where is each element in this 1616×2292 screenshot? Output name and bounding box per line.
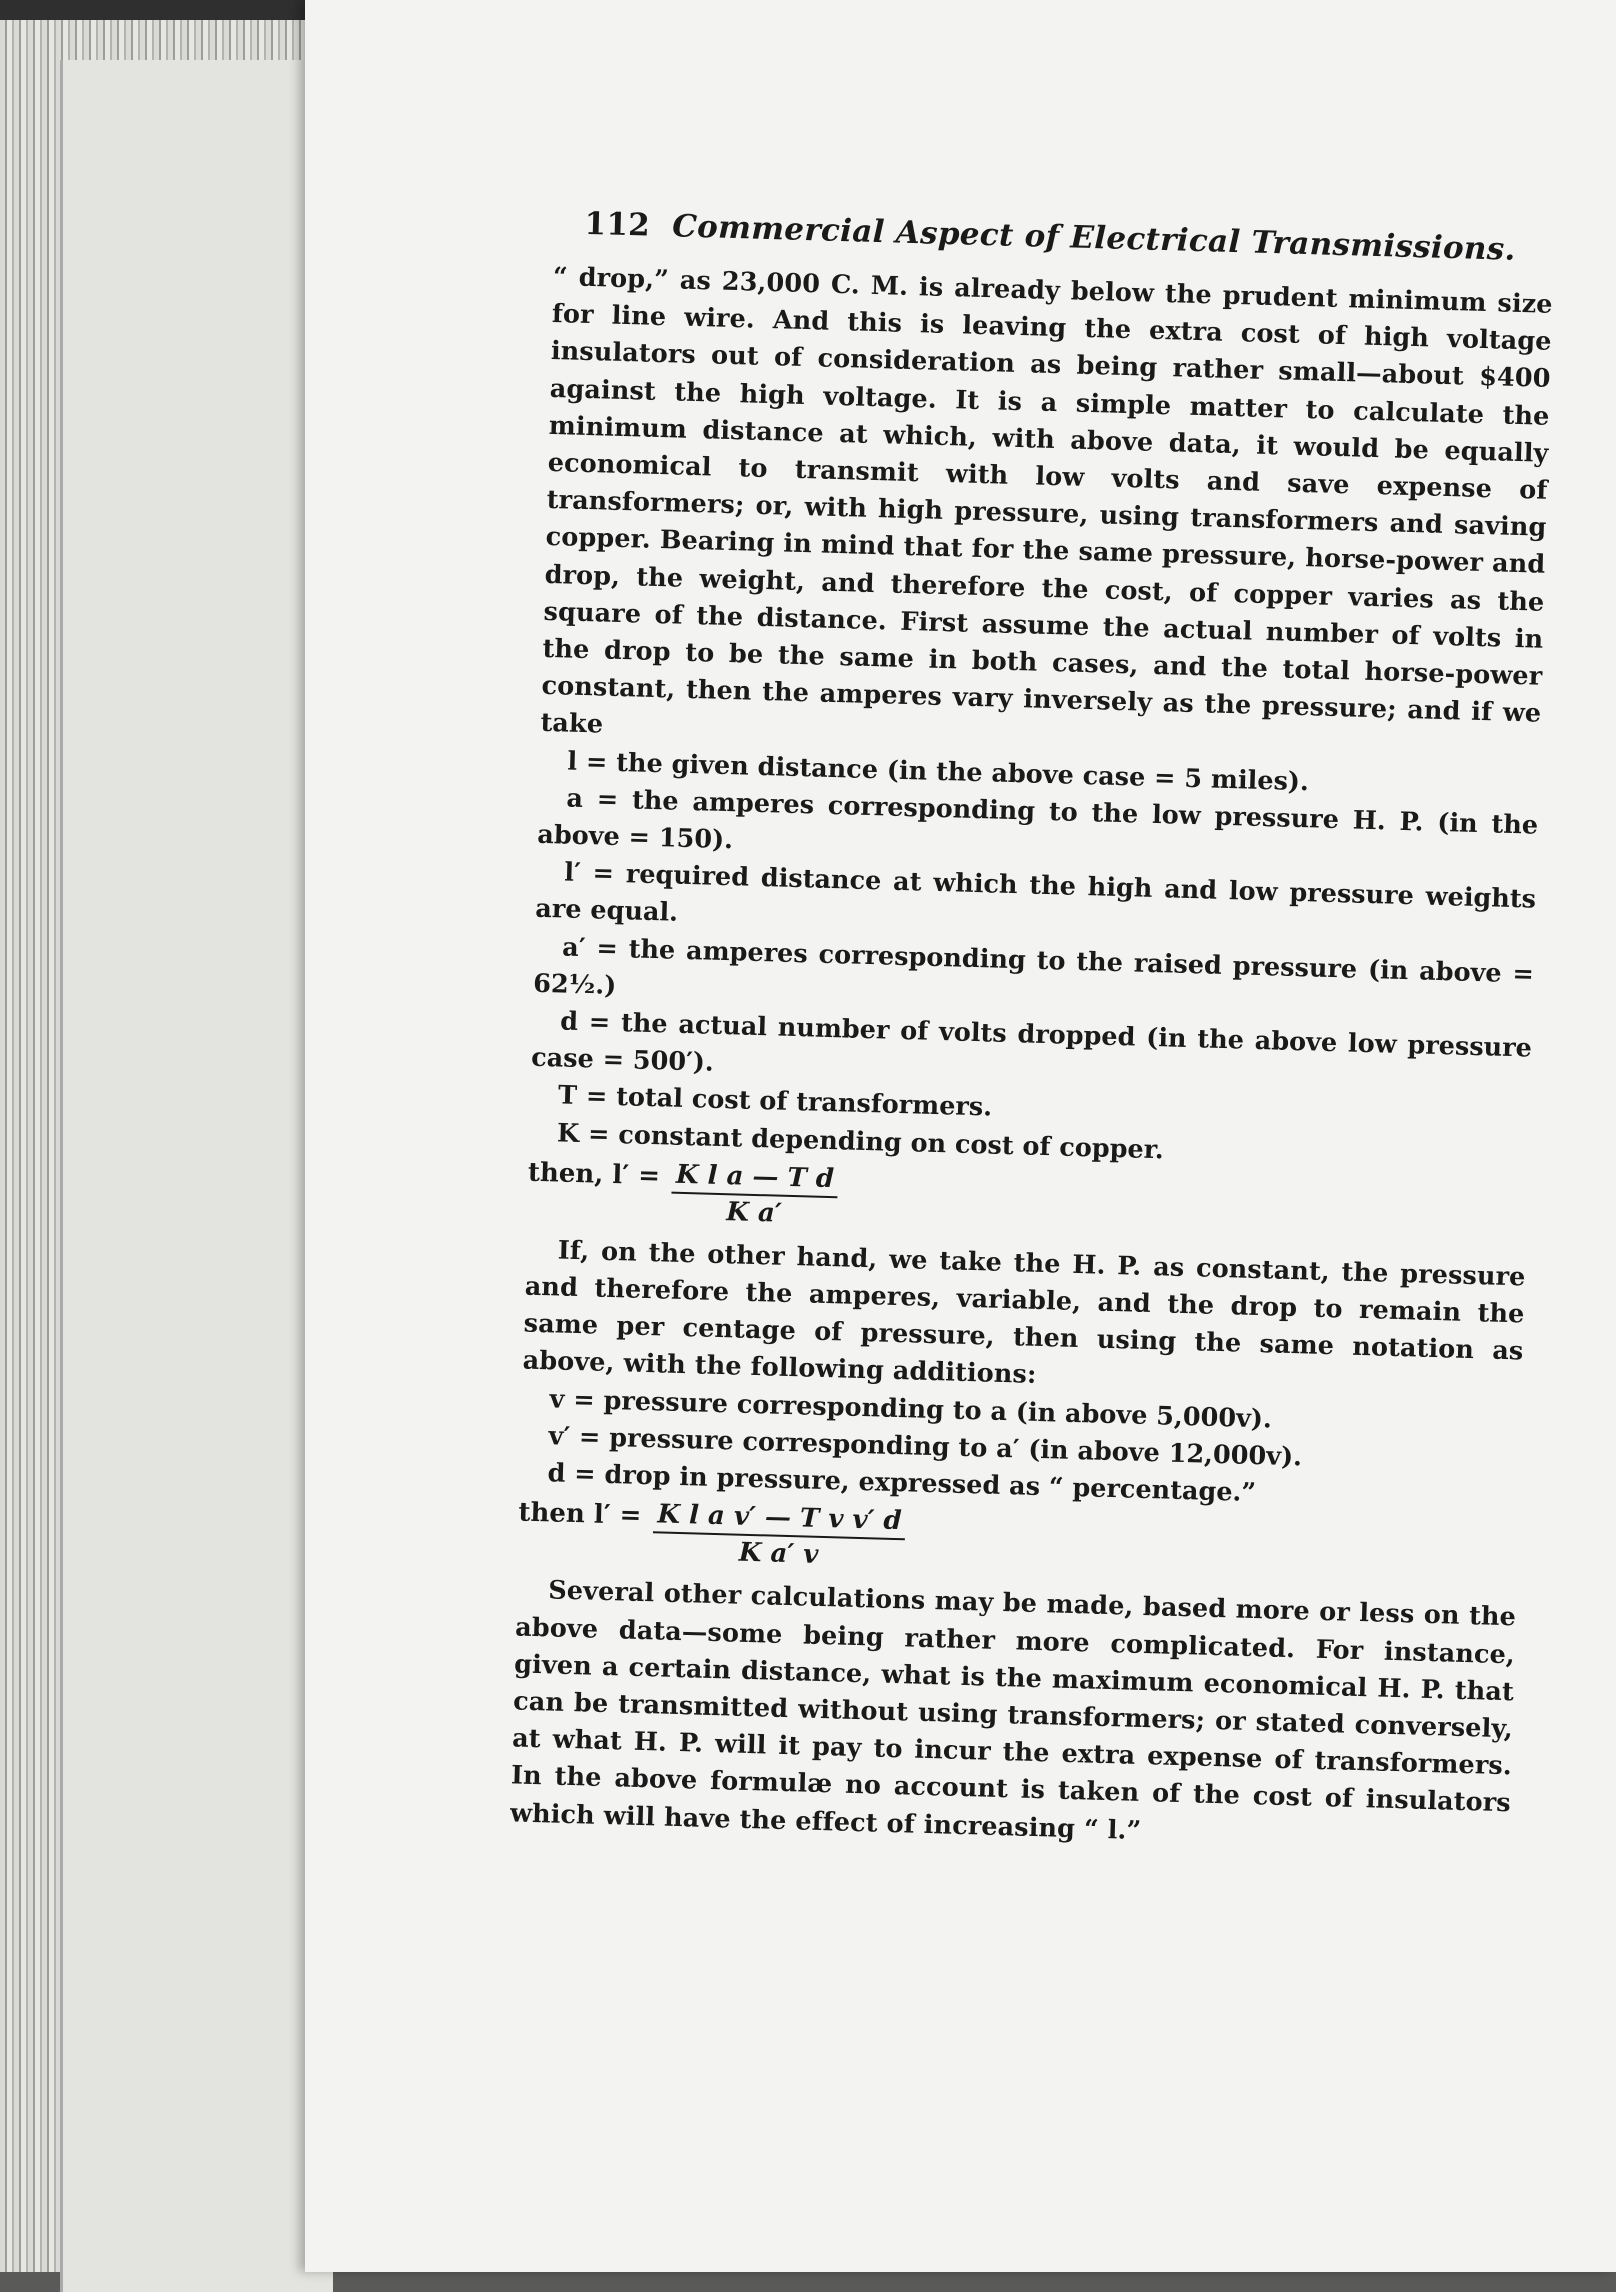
definition-item: v′ = pressure corresponding to a′ (in above 12,000v).: [548, 1421, 1303, 1473]
formula-lead: then l′ =: [518, 1497, 642, 1532]
definition-item: d = drop in pressure, expressed as “ percentage.”: [547, 1458, 1257, 1509]
running-title: Commercial Aspect of Electrical Transmissions.: [671, 208, 1517, 268]
fraction: [671, 1160, 839, 1231]
definition-item: a = the amperes corresponding to the low pressure H. P. (in the above = 150).: [536, 783, 1539, 856]
definition-item: l′ = required distance at which the high and low pressure weights are equal.: [534, 857, 1537, 929]
paragraph-2: If, on the other hand, we take the H. P. as constant, the pressure and therefore the amperes, variable, and the drop to remain the same per centage of pressure, then using the same notation as above, with the following additions:: [522, 1235, 1526, 1391]
definition-item: K = constant depending on cost of copper.: [556, 1118, 1165, 1166]
book-inner-edge: [60, 60, 333, 2292]
definition-item: T = total cost of transformers.: [557, 1080, 993, 1124]
book-page: [305, 0, 1616, 2272]
definition-item: d = the actual number of volts dropped (in the above low pressure case = 500′).: [530, 1006, 1533, 1079]
definition-item: v = pressure corresponding to a (in above 5,000v).: [549, 1384, 1273, 1435]
formula-lead: then, l′ =: [527, 1157, 661, 1192]
paragraph-1: “ drop,” as 23,000 C. M. is already below the prudent minimum size for line wire. And this is leaving the extra cost of high voltage insulators out of consideration as being rather small—about $400 against the high voltage. It is a simple matter to calculate the minimum distance at which, with above data, it would be equally economical to transmit with low volts and save expense of transformers; or, with high pressure, using transformers and saving copper. Bearing in mind that for the same pressure, horse-power and drop, the weight, and therefore the cost, of copper varies as the square of the distance. First assume the actual number of volts in the drop to be the same in both cases, and the total horse-power constant, then the amperes vary inversely as the pressure; and if we take: [540, 261, 1554, 740]
paragraph-3: Several other calculations may be made, based more or less on the above data—some being rather more complicated. For instance, given a certain distance, what is the maximum economical H. P. that can be transmitted without using transformers; or stated conversely, at what H. P. will it pay to incur the extra expense of transformers. In the above formulæ no account is taken of the cost of insulators which will have the effect of increasing “ l.”: [509, 1575, 1517, 1846]
fraction-numerator: K l a v′ — T v v′ d: [653, 1500, 906, 1541]
page-content: [510, 205, 1555, 1860]
definitions-list-1: [529, 742, 1540, 1179]
book-page-edges: [0, 20, 330, 2272]
fraction: [652, 1500, 906, 1573]
definition-item: a′ = the amperes corresponding to the raised pressure (in above = 62½.): [532, 932, 1535, 1001]
fraction-denominator: K a′ v: [738, 1537, 819, 1571]
fraction-numerator: K l a — T d: [671, 1160, 838, 1199]
definition-item: l = the given distance (in the above case = 5 miles).: [567, 746, 1310, 797]
running-head: [584, 206, 1555, 269]
page-number: 112: [583, 205, 651, 244]
fraction-denominator: K a′: [725, 1197, 783, 1229]
